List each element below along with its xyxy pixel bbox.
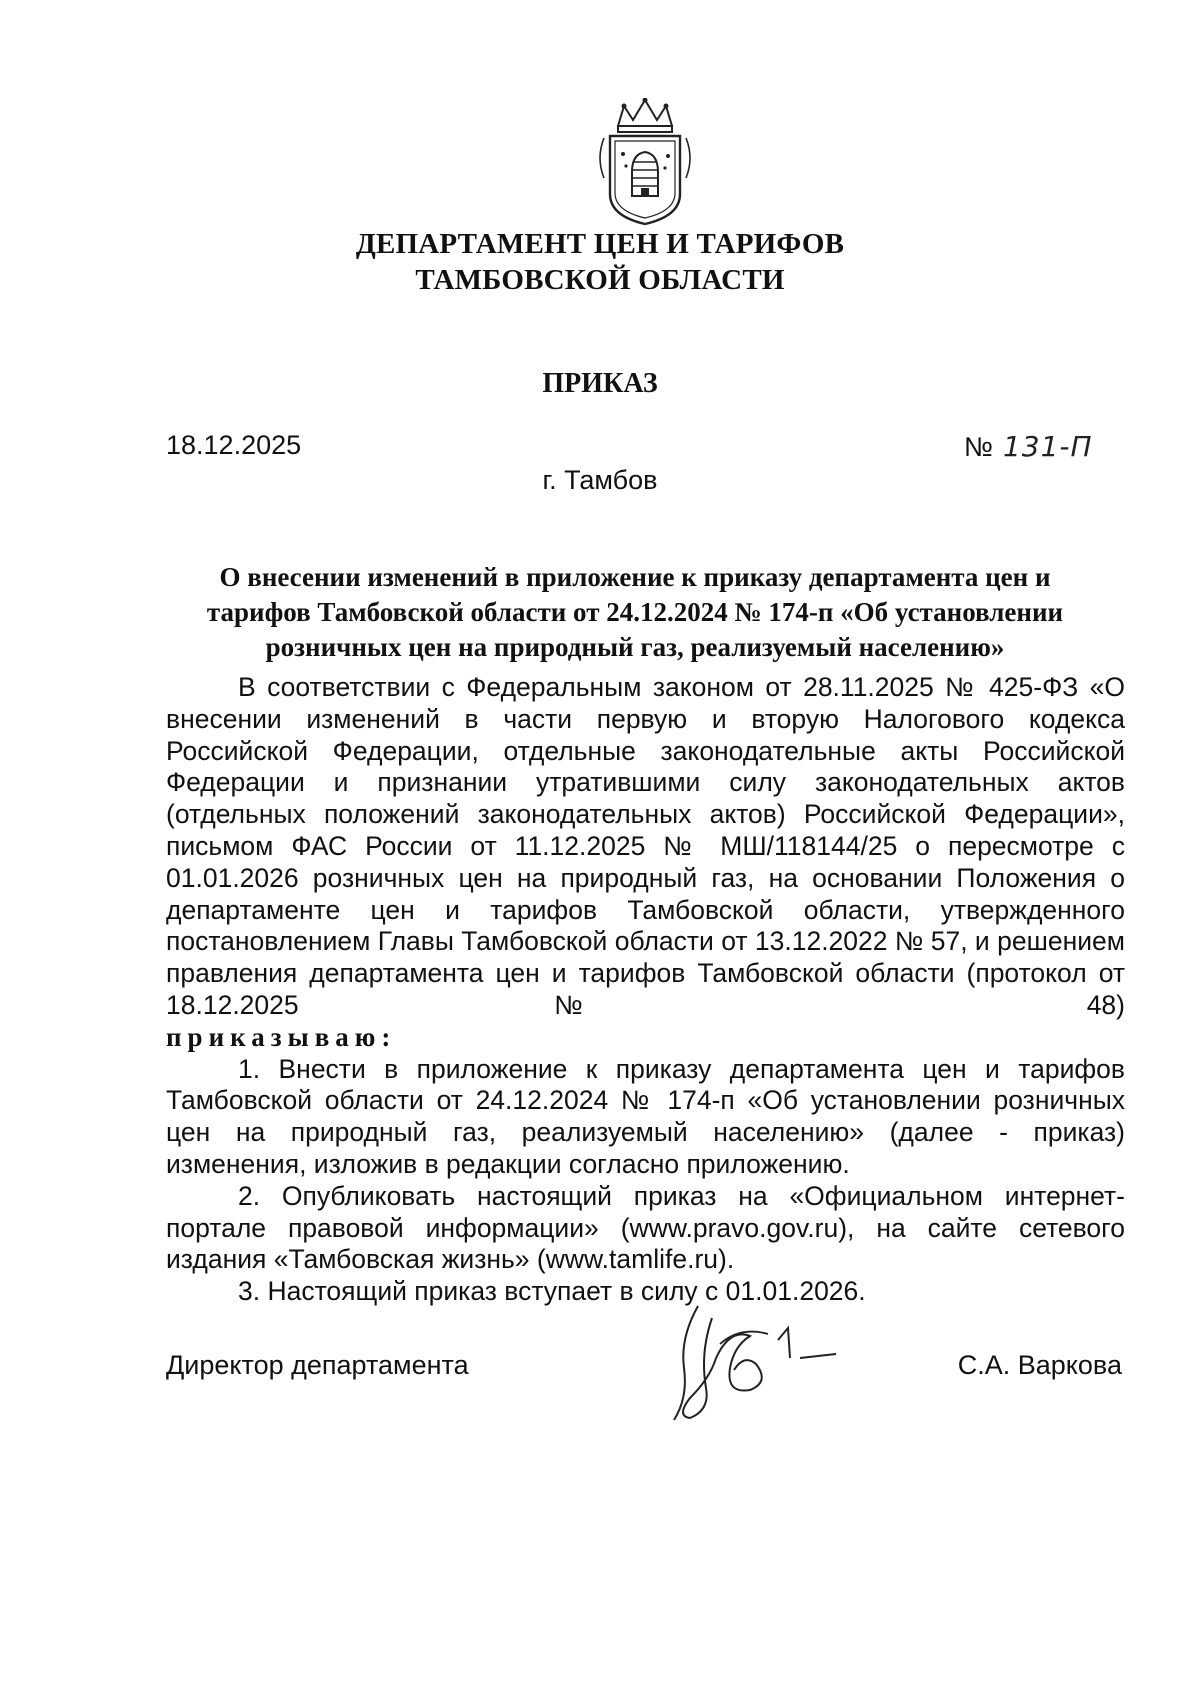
document-date: 18.12.2025 [166,430,302,460]
document-city: г. Тамбов [542,465,658,495]
document-number [964,430,1093,463]
order-item-3: 3. Настоящий приказ вступает в силу с 01.01.2026. [238,1276,866,1307]
number-sign: № [964,432,993,462]
organization-name-line2: ТАМБОВСКОЙ ОБЛАСТИ [415,264,785,296]
signer-name: С.А. Варкова [957,1350,1122,1380]
document-subject: О внесении изменений в приложение к приказу департамента цен и тарифов Тамбовской области от 24.12.2024 № 174-п «Об установлении розничных цен на природный газ, реализуемый населению» [206,562,1064,662]
organization-name-line1: ДЕПАРТАМЕНТ ЦЕН И ТАРИФОВ [355,228,845,260]
document-type-title: ПРИКАЗ [542,368,658,399]
tambov-coat-of-arms-icon [590,98,700,228]
signer-position: Директор департамента [166,1350,469,1380]
handwritten-number: 131-П [1002,430,1093,463]
preamble-paragraph: В соответствии с Федеральным законом от 28.11.2025 № 425-ФЗ «О внесении изменений в части первую и вторую Налогового кодекса Российской Федерации, отдельные законодательные акты Российской Федерации и признании утратившими силу законодательных актов (отдельных положений законодательных актов) Российской Федерации», письмом ФАС России от 11.12.2025 № МШ/118144/25 о пересмотре с 01.01.2026 розничных цен на природный газ, на основании Положения о департаменте цен и тарифов Тамбовской области, утвержденного постановлением Главы Тамбовской области от 13.12.2022 № 57, и решением правления департамента цен и тарифов Тамбовской области (протокол от 18.12.2025 № 48) [166,672,1125,1020]
order-word: приказываю: [166,1021,397,1052]
handwritten-signature [660,1298,850,1428]
order-item-2: 2. Опубликовать настоящий приказ на «Официальном интернет-портале правовой информации» (www.pravo.gov.ru), на сайте сетевого издания «Тамбовская жизнь» (www.tamlife.ru). [166,1180,1125,1275]
order-item-1: 1. Внести в приложение к приказу департамента цен и тарифов Тамбовской области от 24.12.2024 № 174-п «Об установлении розничных цен на природный газ, реализуемый населению» (далее - приказ) изменения, изложив в редакции согласно приложению. [166,1053,1125,1179]
document-body [166,672,1125,1308]
